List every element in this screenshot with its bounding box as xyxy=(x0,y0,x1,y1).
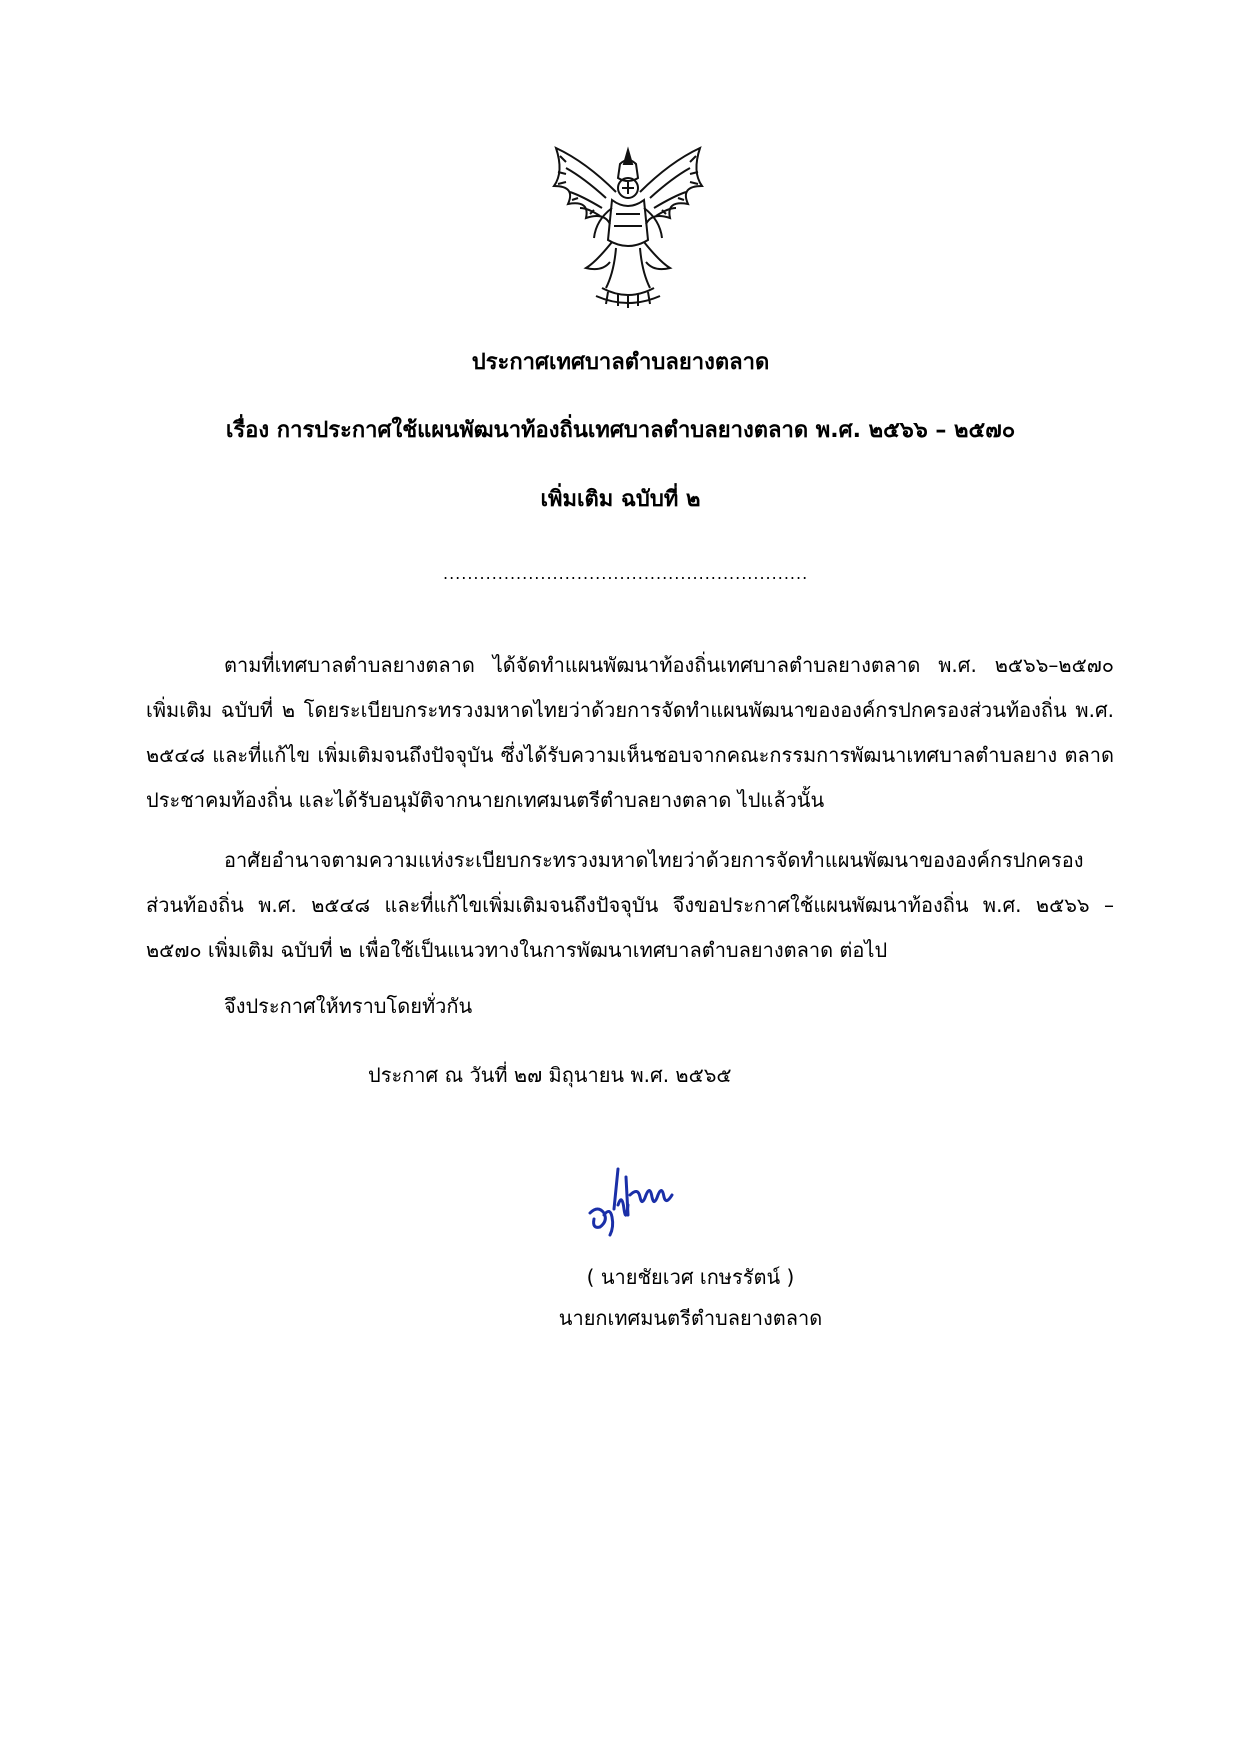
handwritten-signature xyxy=(584,1165,676,1241)
signer-name: ( นายชัยเวศ เกษรรัตน์ ) xyxy=(586,1265,795,1289)
body-paragraph-2: อาศัยอำนาจตามความแห่งระเบียบกระทรวงมหาดไทยว่าด้วยการจัดทำแผนพัฒนาขององค์กรปกครอง ส่วนท้องถิ่น พ.ศ. ๒๕๔๘ และที่แก้ไขเพิ่มเติมจนถึงปัจจุบัน จึงขอประกาศใช้แผนพัฒนาท้องถิ่น พ.ศ. ๒๕๖๖ – ๒๕๗๐ เพิ่มเติม ฉบับที่ ๒ เพื่อใช้เป็นแนวทางในการพัฒนาเทศบาลตำบลยางตลาด ต่อไป xyxy=(146,848,1114,962)
signer-position: นายกเทศมนตรีตำบลยางตลาด xyxy=(558,1306,823,1330)
announcement-date: ประกาศ ณ วันที่ ๒๗ มิถุนายน พ.ศ. ๒๕๖๕ xyxy=(368,1063,732,1087)
announcement-subject: เรื่อง การประกาศใช้แผนพัฒนาท้องถิ่นเทศบาลตำบลยางตลาด พ.ศ. ๒๕๖๖ – ๒๕๗๐ xyxy=(225,418,1016,443)
announcement-title: ประกาศเทศบาลตำบลยางตลาด xyxy=(471,350,770,375)
announcement-supplement: เพิ่มเติม ฉบับที่ ๒ xyxy=(540,487,701,512)
garuda-emblem-icon xyxy=(546,142,710,310)
dotted-divider: ............................................................ xyxy=(443,564,809,583)
body-paragraph-3: จึงประกาศให้ทราบโดยทั่วกัน xyxy=(224,994,473,1018)
body-paragraph-1: ตามที่เทศบาลตำบลยางตลาด ได้จัดทำแผนพัฒนาท้องถิ่นเทศบาลตำบลยางตลาด พ.ศ. ๒๕๖๖–๒๕๗๐ เพิ่มเติม ฉบับที่ ๒ โดยระเบียบกระทรวงมหาดไทยว่าด้วยการจัดทำแผนพัฒนาขององค์กรปกครองส่วนท้องถิ่น พ.ศ. ๒๕๔๘ และที่แก้ไข เพิ่มเติมจนถึงปัจจุบัน ซึ่งได้รับความเห็นชอบจากคณะกรรมการพัฒนาเทศบาลตำบลยาง ตลาด ประชาคมท้องถิ่น และได้รับอนุมัติจากนายกเทศมนตรีตำบลยางตลาด ไปแล้วนั้น xyxy=(146,653,1114,812)
